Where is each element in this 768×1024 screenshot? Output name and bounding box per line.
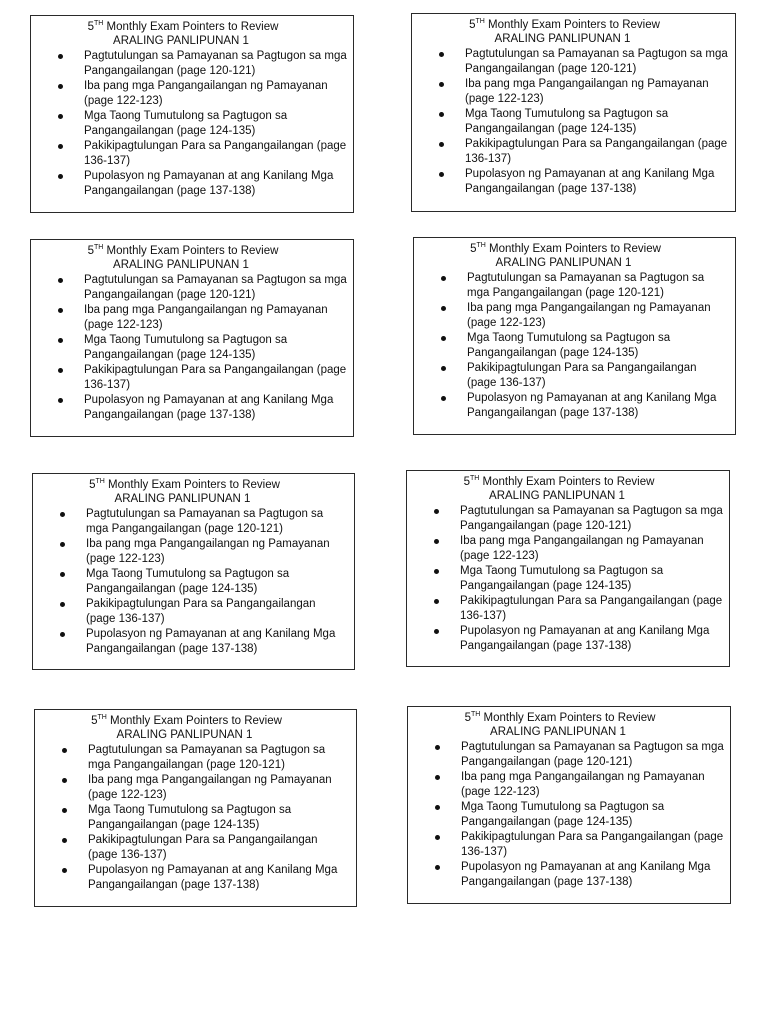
card-subject: ARALING PANLIPUNAN 1	[494, 33, 631, 45]
review-card-2	[411, 13, 736, 212]
pointer-list	[37, 49, 347, 199]
card-title: 5TH Monthly Exam Pointers to Review	[89, 478, 280, 491]
card-title: 5TH Monthly Exam Pointers to Review	[464, 711, 656, 724]
card-subject: ARALING PANLIPUNAN 1	[114, 493, 251, 505]
list-item: Pupolasyon ng Pamayanan at ang Kanilang Mga Pangangailangan (page 137-138)	[465, 167, 729, 197]
list-item: Pakikipagtulungan Para sa Pangangailangan (page 136-137)	[467, 361, 729, 391]
card-subject: ARALING PANLIPUNAN 1	[495, 257, 632, 269]
list-item: Pupolasyon ng Pamayanan at ang Kanilang Mga Pangangailangan (page 137-138)	[460, 624, 723, 654]
card-subject: ARALING PANLIPUNAN 1	[113, 259, 249, 271]
list-item: Iba pang mga Pangangailangan ng Pamayanan (page 122-123)	[460, 534, 723, 564]
pointer-list	[39, 507, 348, 657]
list-item: Pakikipagtulungan Para sa Pangangailangan (page 136-137)	[461, 831, 724, 858]
pointer-list	[37, 273, 347, 423]
card-title: 5TH Monthly Exam Pointers to Review	[470, 242, 661, 255]
pointer-list	[420, 271, 729, 421]
list-item: Iba pang mga Pangangailangan ng Pamayanan (page 122-123)	[467, 301, 729, 331]
card-title: 5TH Monthly Exam Pointers to Review	[87, 20, 279, 33]
list-item: Pakikipagtulungan Para sa Pangangailangan (page 136-137)	[460, 595, 723, 622]
list-item: Pupolasyon ng Pamayanan at ang Kanilang Mga Pangangailangan (page 137-138)	[467, 391, 729, 421]
card-subject: ARALING PANLIPUNAN 1	[116, 729, 253, 741]
card-title: 5TH Monthly Exam Pointers to Review	[87, 244, 279, 257]
list-item: Pakikipagtulungan Para sa Pangangailangan (page 136-137)	[88, 833, 350, 863]
list-item: Mga Taong Tumutulong sa Pagtugon sa Pangangailangan (page 124-135)	[460, 564, 723, 594]
pointer-list	[418, 47, 729, 197]
pointer-list	[413, 504, 723, 654]
list-item: Pagtutulungan sa Pamayanan sa Pagtugon sa mga Pangangailangan (page 120-121)	[86, 507, 348, 537]
review-card-8	[407, 706, 731, 904]
list-item: Iba pang mga Pangangailangan ng Pamayanan (page 122-123)	[84, 303, 347, 333]
card-subject: ARALING PANLIPUNAN 1	[113, 35, 249, 47]
pointer-list	[414, 740, 724, 890]
list-item: Pagtutulungan sa Pamayanan sa Pagtugon sa mga Pangangailangan (page 120-121)	[465, 48, 728, 75]
list-item: Pakikipagtulungan Para sa Pangangailangan (page 136-137)	[84, 364, 347, 391]
list-item: Pupolasyon ng Pamayanan at ang Kanilang Mga Pangangailangan (page 137-138)	[86, 627, 348, 657]
list-item: Mga Taong Tumutulong sa Pagtugon sa Pangangailangan (page 124-135)	[86, 567, 348, 597]
list-item: Pagtutulungan sa Pamayanan sa Pagtugon sa mga Pangangailangan (page 120-121)	[88, 743, 350, 773]
review-card-4	[413, 237, 736, 435]
list-item: Mga Taong Tumutulong sa Pagtugon sa Pangangailangan (page 124-135)	[465, 107, 729, 137]
list-item: Pagtutulungan sa Pamayanan sa Pagtugon sa mga Pangangailangan (page 120-121)	[84, 274, 347, 301]
card-subject: ARALING PANLIPUNAN 1	[490, 726, 626, 738]
card-title: 5TH Monthly Exam Pointers to Review	[469, 18, 660, 31]
list-item: Iba pang mga Pangangailangan ng Pamayanan (page 122-123)	[465, 77, 729, 107]
list-item: Pupolasyon ng Pamayanan at ang Kanilang Mga Pangangailangan (page 137-138)	[84, 393, 347, 423]
list-item: Pakikipagtulungan Para sa Pangangailangan (page 136-137)	[465, 138, 728, 165]
list-item: Mga Taong Tumutulong sa Pagtugon sa Pangangailangan (page 124-135)	[88, 803, 350, 833]
review-card-3	[30, 239, 354, 437]
list-item: Iba pang mga Pangangailangan ng Pamayanan (page 122-123)	[86, 537, 348, 567]
list-item: Mga Taong Tumutulong sa Pagtugon sa Pangangailangan (page 124-135)	[461, 800, 724, 830]
pointer-list	[41, 743, 350, 893]
list-item: Mga Taong Tumutulong sa Pagtugon sa Pangangailangan (page 124-135)	[467, 331, 729, 361]
list-item: Mga Taong Tumutulong sa Pagtugon sa Pangangailangan (page 124-135)	[84, 333, 347, 363]
card-title: 5TH Monthly Exam Pointers to Review	[463, 475, 655, 488]
list-item: Pakikipagtulungan Para sa Pangangailangan (page 136-137)	[86, 597, 348, 627]
list-item: Pakikipagtulungan Para sa Pangangailangan (page 136-137)	[84, 140, 347, 167]
review-card-5	[32, 473, 355, 670]
list-item: Iba pang mga Pangangailangan ng Pamayanan (page 122-123)	[461, 770, 724, 800]
list-item: Iba pang mga Pangangailangan ng Pamayanan (page 122-123)	[88, 773, 350, 803]
list-item: Mga Taong Tumutulong sa Pagtugon sa Pangangailangan (page 124-135)	[84, 109, 347, 139]
review-card-1	[30, 15, 354, 213]
review-card-7	[34, 709, 357, 907]
list-item: Iba pang mga Pangangailangan ng Pamayanan (page 122-123)	[84, 79, 347, 109]
list-item: Pupolasyon ng Pamayanan at ang Kanilang Mga Pangangailangan (page 137-138)	[88, 863, 350, 893]
list-item: Pagtutulungan sa Pamayanan sa Pagtugon sa mga Pangangailangan (page 120-121)	[467, 271, 729, 301]
list-item: Pupolasyon ng Pamayanan at ang Kanilang Mga Pangangailangan (page 137-138)	[461, 860, 724, 890]
list-item: Pagtutulungan sa Pamayanan sa Pagtugon sa mga Pangangailangan (page 120-121)	[461, 741, 724, 768]
review-card-6	[406, 470, 730, 667]
list-item: Pupolasyon ng Pamayanan at ang Kanilang Mga Pangangailangan (page 137-138)	[84, 169, 347, 199]
card-title: 5TH Monthly Exam Pointers to Review	[91, 714, 282, 727]
list-item: Pagtutulungan sa Pamayanan sa Pagtugon sa mga Pangangailangan (page 120-121)	[460, 505, 723, 532]
list-item: Pagtutulungan sa Pamayanan sa Pagtugon sa mga Pangangailangan (page 120-121)	[84, 50, 347, 77]
card-subject: ARALING PANLIPUNAN 1	[489, 490, 625, 502]
